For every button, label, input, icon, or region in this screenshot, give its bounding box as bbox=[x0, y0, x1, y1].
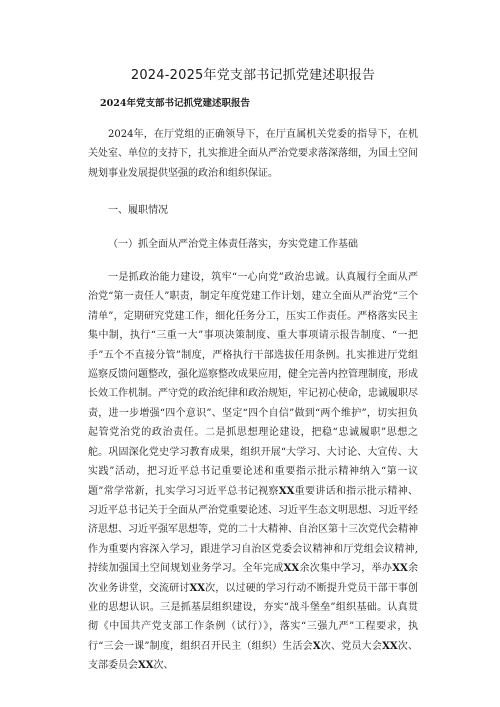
paragraph-text: 一是抓政治能力建设，筑牢“一心向党”政治忠诚。认真履行全面从严治党“第一责任人”职责，制定年度党建工作计划，建立全面从严治党“三个清单”，定期研究党建工作，细化任务分工，压实工作责任。严格落实民主集中制，执行“三重一大”事项决策制度、重大事项请示报告制度、“一把手”五个不直接分管”制度，严格执行干部选拔任用条例。扎实推进厅党组巡察反馈问题整改，强化巡察整改成果应用，健全完善内控管理制度，形成长效工作机制。严守党的政治纪律和政治规矩，牢记初心使命，忠诚履职尽责，进一步增强“四个意识”、坚定“四个自信”做到“两个维护”，切实担负起管党治党的政治责任。 bbox=[88, 272, 418, 439]
paragraph-text: 次、 bbox=[153, 660, 174, 672]
section-heading-1: 一、履职情况 bbox=[108, 205, 168, 217]
paragraph-text: 次、支部委员会 bbox=[88, 640, 418, 672]
document-subtitle: 2024年党支部书记抓党建述职报告 bbox=[100, 98, 250, 109]
paragraph-text: 重要讲话和指示批示精神、习近平总书记关于全面从严治党重要论述、习近平生态文明思想、习近平经济思想、习近平强军思想等，党的二十大精神、自治区第十三次党代会精神作为重要内容深入学习，跟进学习自治区党委会议精神和厅党组会议精神,持续加强国土空间规划业务学习。全年完成 bbox=[88, 485, 418, 575]
subsection-heading-1: （一）抓全面从严治党主体责任落实，夯实党建工作基础 bbox=[108, 238, 358, 250]
paragraph-text: 余次集中学习，举办 bbox=[299, 563, 393, 575]
body-paragraph bbox=[88, 268, 418, 676]
document-body bbox=[88, 125, 418, 676]
document-title: 2024-2025年党支部书记抓党建述职报告 bbox=[130, 68, 376, 83]
redacted-mark: XX bbox=[392, 563, 408, 575]
redacted-mark: XX bbox=[189, 582, 205, 594]
redacted-mark: XX bbox=[283, 563, 300, 575]
redacted-mark: XX bbox=[278, 485, 295, 497]
redacted-mark: XX bbox=[382, 640, 398, 652]
redacted-mark: XX bbox=[138, 660, 154, 672]
paragraph-text: 二是抓思想理论建设，把稳“忠诚履职”思想之舵。巩固深化党史学习教育成果，组织开展“大学习、大讨论、大宣传、大实践”活动，把习近平总书记重要论述和重要指示批示精神纳入“第一议题”常学常新，扎实学习习近平总书记视察 bbox=[88, 427, 418, 497]
paragraph-text: 余次业务讲堂，交流研讨 bbox=[88, 563, 419, 594]
paragraph-text: 次、党员大会 bbox=[320, 640, 383, 652]
redacted-mark: X bbox=[312, 640, 321, 652]
paragraph-text: 次，以过硬的学习行动不断提升党员干部干事创业的思想认识。三是抓基层组织建设，夯实“战斗堡垒”组织基础。认真贯彻《中国共产党支部工作条例（试行）》，落实“三强九严”工程要求，执行“三会一课”制度，组织召开民主（组织）生活会 bbox=[88, 582, 419, 652]
intro-paragraph: 2024年，在厅党组的正确领导下，在厅直属机关党委的指导下，在机关处室、单位的支持下，扎实推进全面从严治党要求落深落细，为国土空间规划事业发展提供坚强的政治和组织保证。 bbox=[88, 129, 418, 179]
